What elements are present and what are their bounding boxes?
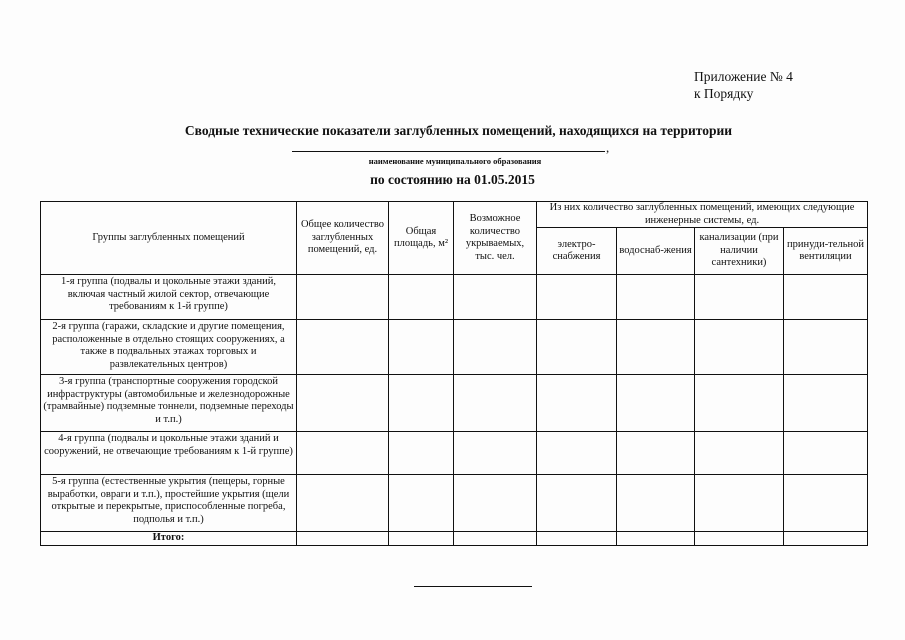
cell-water[interactable] [617,320,695,375]
header-ventilation: принуди-тельной вентиляции [784,228,868,275]
cell-sewer[interactable] [695,532,784,546]
cell-vent[interactable] [784,375,868,432]
cell-sewer[interactable] [695,432,784,475]
cell-area[interactable] [389,375,454,432]
cell-power[interactable] [537,320,617,375]
cell-power[interactable] [537,275,617,320]
cell-area[interactable] [389,432,454,475]
group-5-label: 5-я группа (естественные укрытия (пещеры, горные выработки, овраги и т.п.), простейшие укрытия (щели открытые и перекрытые, приспособленные погреба, подполья и т.п.) [41,475,297,532]
table-row [41,375,868,432]
cell-vent[interactable] [784,275,868,320]
indicators-table [40,201,868,546]
table-row [41,432,868,475]
header-water-supply: водоснаб-жения [617,228,695,275]
cell-power[interactable] [537,475,617,532]
appendix-reference [694,68,793,102]
cell-total[interactable] [297,375,389,432]
header-groups: Группы заглубленных помещений [41,202,297,275]
blank-comma: , [606,140,610,155]
cell-capacity[interactable] [454,275,537,320]
cell-water[interactable] [617,432,695,475]
municipality-caption: наименование муниципального образования [368,156,542,166]
cell-water[interactable] [617,475,695,532]
header-engineering-systems: Из них количество заглубленных помещений, имеющих следующие инженерные системы, ед. [537,202,868,228]
cell-sewer[interactable] [695,375,784,432]
footer-separator-line [414,586,532,587]
group-4-label: 4-я группа (подвалы и цокольные этажи зданий и сооружений, не отвечающие требованиям к 1-й группе) [41,432,297,475]
cell-total[interactable] [297,275,389,320]
document-title-text: Сводные технические показатели заглубленных помещений, находящихся на территории [184,123,733,138]
header-total-count: Общее количество заглубленных помещений, ед. [297,202,389,275]
cell-vent[interactable] [784,432,868,475]
cell-total[interactable] [297,532,389,546]
header-sewerage: канализации (при наличии сантехники) [695,228,784,275]
cell-vent[interactable] [784,320,868,375]
cell-vent[interactable] [784,475,868,532]
cell-water[interactable] [617,275,695,320]
cell-sewer[interactable] [695,475,784,532]
cell-power[interactable] [537,432,617,475]
group-2-label: 2-я группа (гаражи, складские и другие помещения, расположенные в отдельно стоящих сооружениях, а также в подвальных этажах торговых и развлекательных центров) [41,320,297,375]
group-1-label: 1-я группа (подвалы и цокольные этажи зданий, включая частный жилой сектор, отвечающие требованиям к 1-й группе) [41,275,297,320]
document-title [0,123,905,139]
municipality-blank-line [292,151,605,152]
cell-capacity[interactable] [454,432,537,475]
cell-water[interactable] [617,532,695,546]
table-row [41,475,868,532]
cell-sewer[interactable] [695,320,784,375]
cell-area[interactable] [389,532,454,546]
appendix-number: Приложение № 4 [694,69,793,84]
header-area: Общая площадь, м² [389,202,454,275]
cell-vent[interactable] [784,532,868,546]
date-line: по состоянию на 01.05.2015 [370,172,535,187]
header-power-supply: электро-снабжения [537,228,617,275]
table-row [41,320,868,375]
cell-total[interactable] [297,320,389,375]
group-3-label: 3-я группа (транспортные сооружения городской инфраструктуры (автомобильные и железнодорожные (трамвайные) подземные тоннели, подземные переходы и т.п.) [41,375,297,432]
header-capacity: Возможное количество укрываемых, тыс. чел. [454,202,537,275]
cell-area[interactable] [389,320,454,375]
cell-total[interactable] [297,432,389,475]
cell-power[interactable] [537,532,617,546]
cell-power[interactable] [537,375,617,432]
cell-capacity[interactable] [454,532,537,546]
appendix-order: к Порядку [694,86,754,101]
table-row-total [41,532,868,546]
cell-capacity[interactable] [454,320,537,375]
cell-sewer[interactable] [695,275,784,320]
table-row [41,275,868,320]
cell-area[interactable] [389,275,454,320]
cell-area[interactable] [389,475,454,532]
cell-capacity[interactable] [454,375,537,432]
cell-water[interactable] [617,375,695,432]
cell-total[interactable] [297,475,389,532]
cell-capacity[interactable] [454,475,537,532]
total-label: Итого: [41,532,297,546]
